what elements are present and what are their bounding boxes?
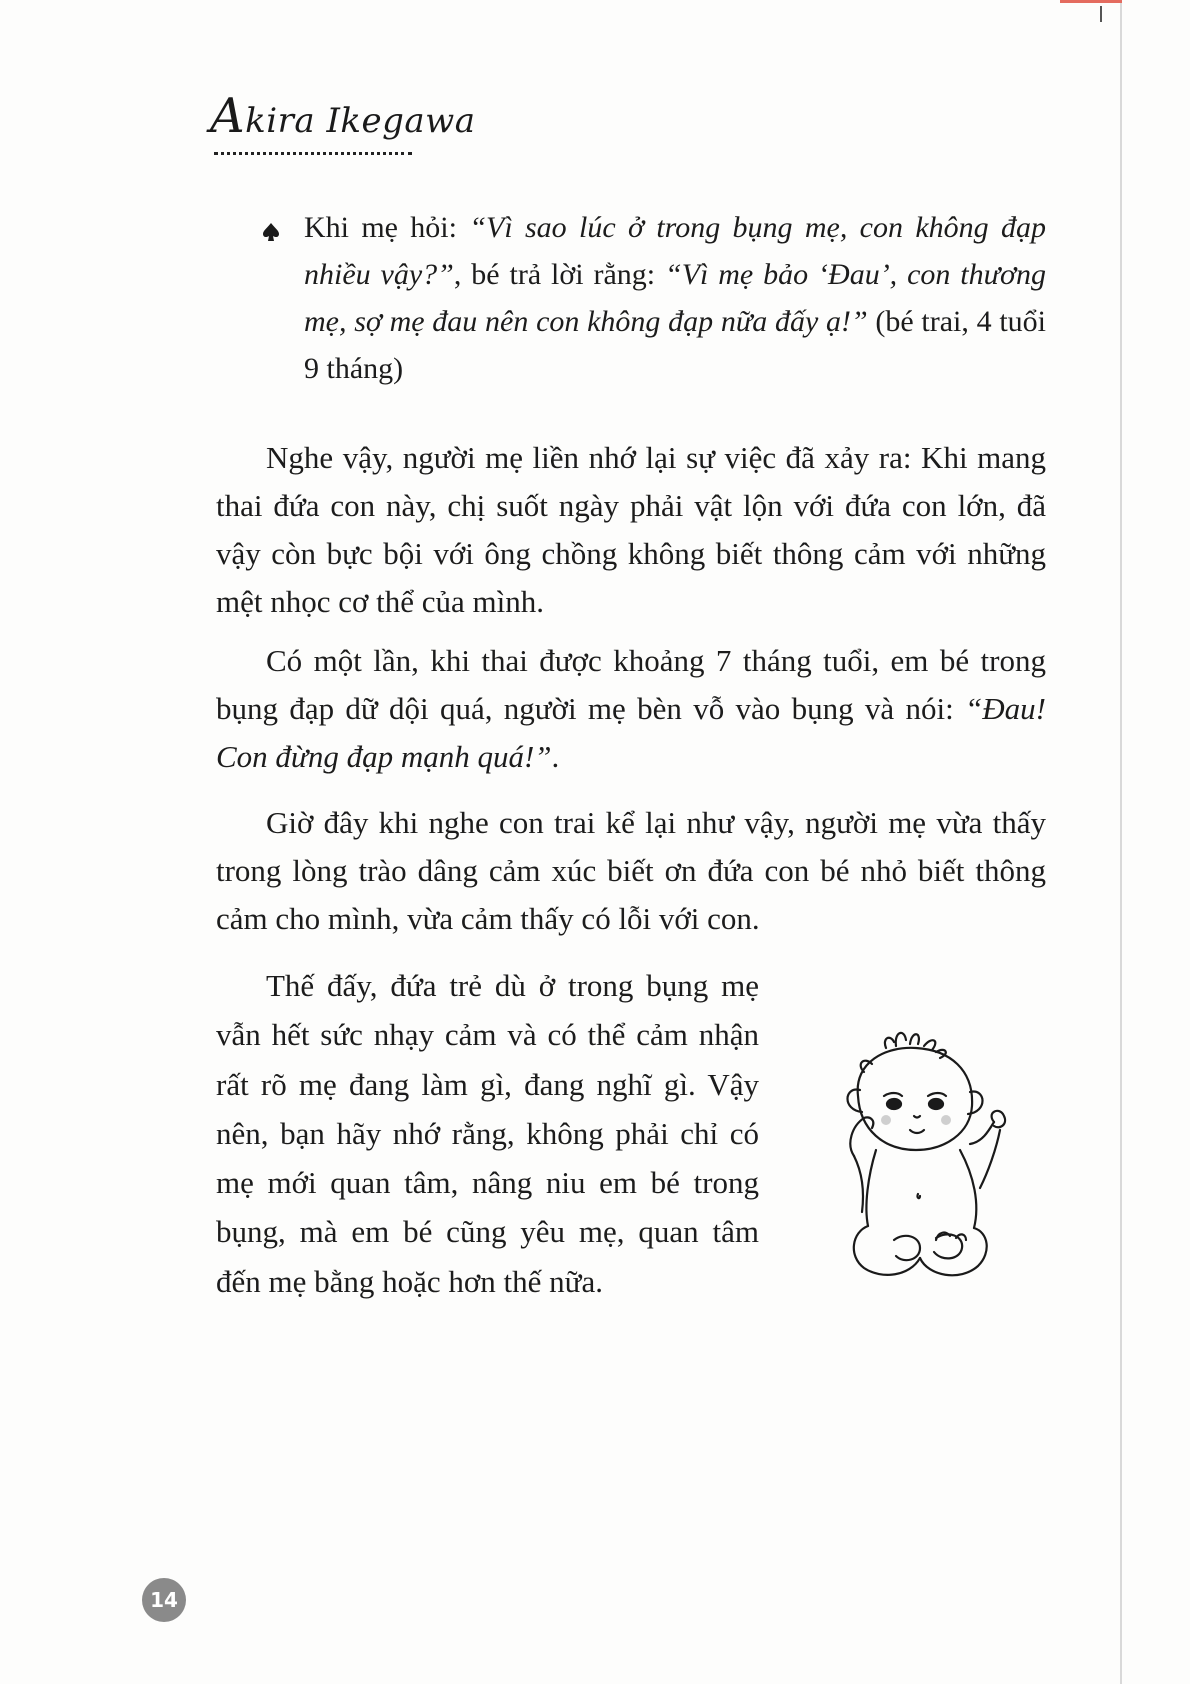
quote-mid: , bé trả lời rằng: — [453, 258, 666, 291]
paragraph-2-lead: Có một lần, khi thai được khoảng 7 tháng tuổi, em bé trong bụng đạp dữ dội quá, người mẹ bèn vỗ vào bụng và nói: — [216, 643, 1046, 726]
paragraph-2 — [216, 637, 1046, 781]
page-edge-accent — [1060, 0, 1122, 3]
page-edge-tick — [1100, 6, 1102, 22]
quote-answer: “Vì mẹ bảo ‘Đau’, con thương mẹ, sợ mẹ đau nên con không đạp nữa đấy ạ!” — [304, 258, 1047, 338]
paragraph-1: Nghe vậy, người mẹ liền nhớ lại sự việc đã xảy ra: Khi mang thai đứa con này, chị suốt ngày phải vật lộn với đứa con lớn, đã vậy còn bực bội với ông chồng không biết thông cảm với những mệt nhọc cơ thể của mình. — [216, 440, 1046, 619]
quote-tail: (bé trai, 4 tuổi 9 tháng) — [304, 305, 1046, 385]
page-number-badge: 14 — [142, 1578, 186, 1622]
spade-bullet-icon — [262, 222, 280, 242]
quote-question: “Vì sao lúc ở trong bụng mẹ, con không đạp nhiều vậy?” — [304, 211, 1046, 291]
paragraph-2-quote: “Đau! Con đừng đạp mạnh quá!” — [216, 691, 1046, 774]
paragraph-3: Giờ đây khi nghe con trai kể lại như vậy, người mẹ vừa thấy trong lòng trào dâng cảm xúc biết ơn đứa con bé nhỏ biết thông cảm cho mình, vừa cảm thấy có lỗi với con. — [216, 805, 1046, 936]
paragraph-2-tail: . — [551, 739, 560, 774]
header-dotted-underline — [214, 152, 412, 155]
quote-bullet-item — [304, 204, 1046, 392]
baby-illustration-icon — [824, 1026, 1024, 1296]
page-edge-line — [1120, 0, 1122, 1684]
running-header-author — [210, 88, 476, 144]
author-rest: kira Ikegawa — [245, 101, 476, 141]
paragraph-4: Thế đấy, đứa trẻ dù ở trong bụng mẹ vẫn hết sức nhạy cảm và có thể cảm nhận rất rõ mẹ đang làm gì, đang nghĩ gì. Vậy nên, bạn hãy nhớ rằng, không phải chỉ có mẹ mới quan tâm, nâng niu em bé trong bụng, mà em bé cũng yêu mẹ, quan tâm đến mẹ bằng hoặc hơn thế nữa. — [216, 968, 759, 1299]
author-initial: A — [210, 88, 246, 144]
quote-lead: Khi mẹ hỏi: — [304, 211, 470, 244]
